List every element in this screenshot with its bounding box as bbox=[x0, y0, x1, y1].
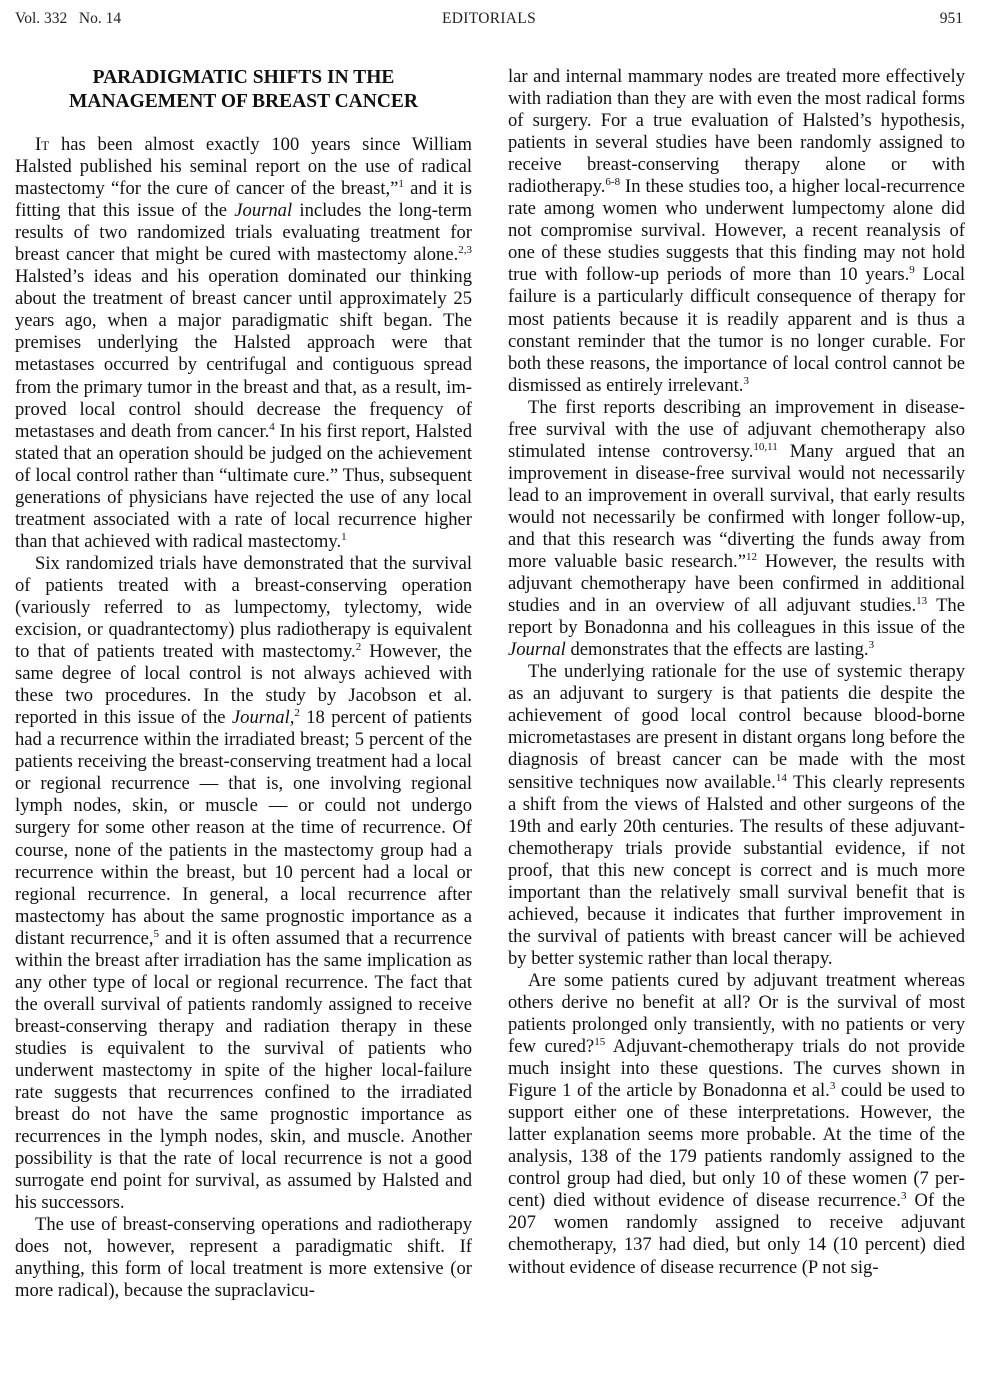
reference: 2 bbox=[355, 641, 362, 654]
paragraph: lar and internal mammary nodes are treated more effectively with radiation than they are with even the most radical forms of surgery. For a true evaluation of Halsted’s hypothesis, patients in several studies have been randomly assigned to receive breast-conserving therapy alone or with radiotherapy.$^{6-8}$ In these studies too, a higher local-recurrence rate among women who underwent lumpectomy alone did not compromise survival. However, a recent reanalysis of one of these studies suggests that this finding may not hold true with follow-up periods of more than 10 years.$^9$ Local failure is a particularly difficult consequence of therapy for most patients because it is readily apparent and is thus a constant reminder that the tumor is no longer curable. For both these reasons, the importance of local control cannot be dismissed as entirely irrelevant.$^3$ bbox=[508, 66, 965, 396]
reference: 1 bbox=[398, 178, 404, 191]
reference: 4 bbox=[269, 420, 275, 433]
reference: 2,3 bbox=[458, 244, 472, 257]
paragraph: Six randomized trials have demonstrated that the survival of patients treated with a breast-conserving operation (variously referred to as lumpectomy, tylectomy, wide excision, or quadrantectomy) plus radiotherapy is equivalent to that of patients treated with mastectomy.$^2$ However, the same degree of local control is not always achieved with these two procedures. In the study by Jacobson et al. reported in this issue of the Journal,$^2$ 18 percent of patients had a recurrence within the irradiated breast; 5 percent of the patients receiving the breast-conserving treatment had a local or regional recurrence — that is, one involving regional lymph nodes, skin, or muscle — or could not undergo surgery for some other reason at the time of recurrence. Of course, none of the patients in the mastectomy group had a recurrence within the breast, but 10 percent had a local or regional recurrence. In general, a local recurrence after mastectomy has about the same prognostic importance as a distant recurrence,$^5$ and it is often assumed that a recurrence within the breast after irradiation has the same implication as any other type of local or regional recurrence. The fact that the overall survival of patients randomly assigned to receive breast-conserving therapy and radiation therapy in these studies is equivalent to the survival of patients who underwent mastectomy in spite of the higher local-failure rate suggests that recurrences confined to the irradiated breast do not have the same prognostic importance as recurrences in the lymph nodes, skin, and muscle. Another possibility is that the rate of local recurrence is not a good surrogate end point for survival, as assumed by Halsted and his successors. bbox=[15, 552, 473, 1214]
reference: 14 bbox=[775, 771, 787, 784]
page-number: 951 bbox=[939, 10, 963, 27]
reference: 10,11 bbox=[753, 440, 778, 453]
title-line-1: PARADIGMATIC SHIFTS IN THE bbox=[92, 67, 395, 88]
paragraph: Are some patients cured by adjuvant treatment whereas others derive no benefit at all? Or is the survival of most patients prolonged only transiently, with no patients or very few cured?$^{15}$ Adjuvant-chemotherapy trials do not provide much insight into these questions. The curves shown in Figure 1 of the article by Bonadonna et al.$^3$ could be used to support either one of these interpretations. However, the latter explanation seems more probable. At the time of the analysis, 138 of the 179 patients randomly assigned to the control group had died, but only 10 of these women (7 percent) died without evidence of disease recurrence.$^3$ Of the 207 women randomly assigned to receive adjuvant chemotherapy, 137 had died, but only 14 (10 percent) died without evidence of disease recurrence (P not sig- bbox=[508, 969, 966, 1278]
reference: 12 bbox=[745, 551, 757, 564]
article-title bbox=[15, 66, 472, 114]
paragraph: The use of breast-conserving operations and radiotherapy does not, however, represent a paradigmatic shift. If anything, this form of local treatment is more extensive (or more radical), because the supraclavicu- bbox=[15, 1214, 472, 1302]
reference: 3 bbox=[900, 1190, 907, 1203]
reference: 5 bbox=[153, 927, 159, 940]
reference: 15 bbox=[594, 1036, 606, 1049]
right-column bbox=[508, 66, 965, 1279]
reference: 2 bbox=[294, 707, 300, 720]
left-column bbox=[15, 66, 472, 1302]
reference: 3 bbox=[743, 374, 749, 387]
reference: 1 bbox=[341, 530, 347, 543]
drop-cap: It bbox=[35, 134, 50, 155]
volume-issue: Vol. 332 No. 14 bbox=[15, 10, 122, 27]
paragraph: It has been almost exactly 100 years since William Halsted published his seminal report on the use of radical mastectomy “for the cure of cancer of the breast,”$^1$ and it is fitting that this issue of the Journal includes the long-term results of two randomized trials evaluating treatment for breast cancer that might be cured with mastectomy alone.$^{2,3}$ Halsted’s ideas and his operation dominated our thinking about the treatment of breast cancer until approximately 25 years ago, when a major paradigmatic shift began. The premises underlying the Halsted approach were that metastases occurred by centrifugal and contiguous spread from the primary tumor in the breast and that, as a result, improved local control should decrease the frequency of metastases and death from cancer.$^4$ In his first report, Halsted stated that an operation should be judged on the achievement of local control rather than “ultimate cure.” Thus, subsequent generations of physicians have rejected the use of any local treatment associated with a rate of local recurrence higher than that achieved with radical mastectomy.$^1$ bbox=[15, 134, 472, 552]
title-line-2: MANAGEMENT OF BREAST CANCER bbox=[68, 91, 419, 112]
paragraph: The first reports describing an improvement in disease-free survival with the use of adjuvant chemotherapy also stimulated intense controversy.$^{10,11}$ Many argued that an improvement in disease-free survival would not necessarily lead to an improvement in overall survival, that early results would not necessarily be confirmed with longer follow-up, and that this research was “diverting the funds away from more valuable basic research.”$^{12}$ However, the results with adjuvant chemotherapy have been confirmed in additional studies and in an overview of all adjuvant studies.$^{13}$ The report by Bonadonna and his colleagues in this issue of the Journal demonstrates that the effects are lasting.$^3$ bbox=[508, 396, 965, 661]
paragraph: The underlying rationale for the use of systemic therapy as an adjuvant to surgery is that patients die despite the achievement of good local control because blood-borne micrometastases are present in distant organs long before the diagnosis of breast cancer can be made with the most sensitive techniques now available.$^{14}$ This clearly represents a shift from the views of Halsted and other surgeons of the 19th and early 20th centuries. The results of these adjuvant-chemotherapy trials provide substantial evidence, if not proof, that this new concept is correct and is much more important than the relatively small survival benefit that is achieved, because it indicates that further improvement in the survival of patients with breast cancer will be achieved by better systemic rather than local therapy. bbox=[508, 661, 965, 969]
reference: 3 bbox=[868, 639, 875, 652]
reference: 13 bbox=[916, 595, 928, 608]
reference: 9 bbox=[909, 264, 915, 277]
reference: 6-8 bbox=[605, 176, 621, 189]
reference: 3 bbox=[829, 1080, 836, 1093]
section-name: EDITORIALS bbox=[442, 10, 536, 27]
running-header bbox=[15, 10, 963, 32]
